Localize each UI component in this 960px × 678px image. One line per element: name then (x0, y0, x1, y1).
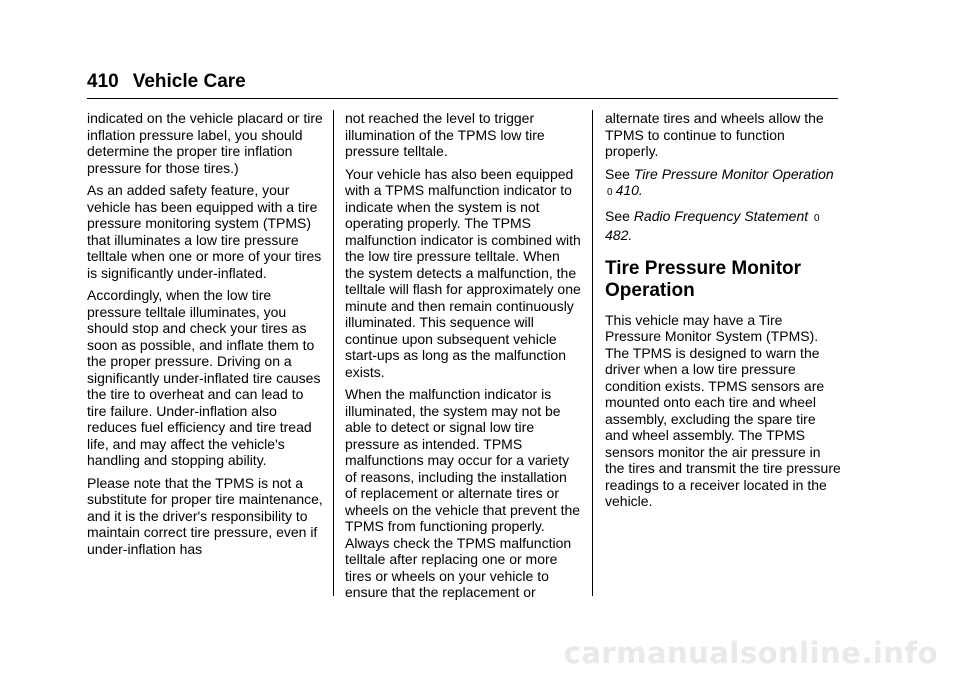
column-3 (605, 110, 841, 516)
column-divider (592, 110, 593, 596)
paragraph: not reached the level to trigger illumination of the TPMS low tire pressure telltale. (345, 110, 545, 159)
paragraph: Your vehicle has also been equipped with a TPMS malfunction indicator to indicate when the system is not operating properly. The TPMS malfunction indicator is combined with the low tire pressure telltale. When the system detects a malfunction, the telltale will flash for approximately one minute and then remain continuously illuminated. This sequence will continue upon subsequent vehicle start-ups as long as the malfunction exists. (345, 165, 581, 380)
paragraph: alternate tires and wheels allow the TPMS to continue to function properly. (605, 110, 824, 159)
header-rule (87, 98, 838, 99)
section-heading: Tire Pressure Monitor Operation (605, 257, 802, 301)
paragraph: Accordingly, when the low tire pressure telltale illuminates, you should stop and check your tires as soon as possible, and inflate them to the proper pressure. Driving on a significantly under-inflated tire causes the tire to overheat and can lead to tire failure. Under-inflation also reduces fuel efficiency and tire tread life, and may affect the vehicle's handling and stopping ability. (87, 287, 321, 468)
section-title: Vehicle Care (132, 71, 246, 92)
cross-reference (605, 166, 841, 202)
paragraph: This vehicle may have a Tire Pressure Monitor System (TPMS). The TPMS is designed to warn the driver when a low tire pressure condition exists. TPMS sensors are mounted onto each tire and wheel assembly, excluding the spare tire and wheel assembly. The TPMS sensors monitor the air pressure in the tires and transmit the tire pressure readings to a receiver located in the vehicle. (605, 311, 841, 509)
see-prefix: See (605, 207, 630, 224)
reference-page[interactable]: 410 (615, 182, 639, 198)
reference-suffix: . (638, 182, 643, 198)
page-number: 410 (87, 71, 119, 92)
see-prefix: See (605, 165, 630, 182)
watermark: carmanualsonline.info (563, 636, 938, 670)
paragraph: When the malfunction indicator is illuminated, the system may not be able to detect or signal low tire pressure as intended. TPMS malfunctions may occur for a variety of reasons, including the installation of replacement or alternate tires or wheels on the vehicle that prevent the TPMS from functioning properly. Always check the TPMS malfunction telltale after replacing one or more tires or wheels on your vehicle to ensure that the replacement or (345, 386, 581, 600)
reference-link[interactable]: Tire Pressure Monitor Operation (633, 165, 834, 182)
column-2 (345, 110, 581, 607)
cross-reference (605, 208, 841, 244)
reference-link[interactable]: Radio Frequency Statement (633, 207, 809, 224)
paragraph: As an added safety feature, your vehicle has been equipped with a tire pressure monitoring system (TPMS) that illuminates a low tire pressure telltale when one or more of your tires is significantly under-inflated. (87, 182, 322, 281)
paragraph: Please note that the TPMS is not a substitute for proper tire maintenance, and it is the driver's responsibility to maintain correct tire pressure, even if under-inflation has (87, 474, 323, 557)
column-divider (333, 110, 334, 596)
page-header (87, 70, 246, 94)
reference-suffix: . (628, 227, 633, 243)
reference-page[interactable]: 482 (605, 227, 629, 243)
page-reference-icon: 0 (607, 187, 613, 198)
page-reference-icon: 0 (814, 212, 820, 224)
paragraph: indicated on the vehicle placard or tire inflation pressure label, you should determine the proper tire inflation pressure for those tires.) (87, 110, 323, 176)
column-1 (87, 110, 323, 563)
